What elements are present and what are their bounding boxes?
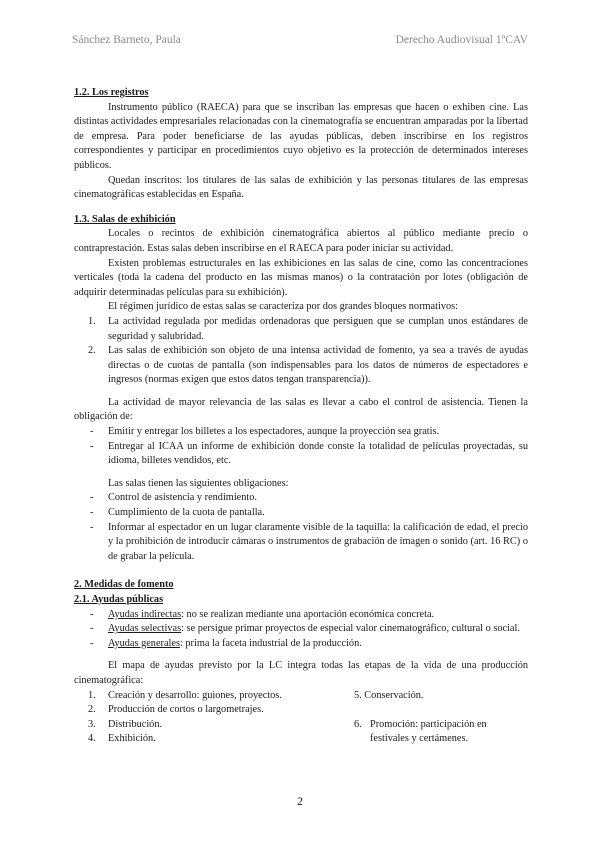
paragraph: Las salas tienen las siguientes obligaciones: <box>108 477 289 489</box>
normative-blocks-list <box>74 315 528 388</box>
aid-description: : prima la faceta industrial de la producción. <box>179 637 362 649</box>
list-item <box>74 315 528 344</box>
list-item-text: Promoción: participación en festivales y certámenes. <box>370 718 487 745</box>
list-number: 2. <box>88 704 96 716</box>
list-number: 3. <box>88 718 96 730</box>
section-heading-fomento: 2. Medidas de fomento <box>74 579 174 591</box>
aid-term: Ayudas generales <box>108 637 180 649</box>
paragraph: Quedan inscritos: los titulares de las salas de exhibición y las personas titulares de las empresas cinematográficas establecidas en España. <box>74 174 528 201</box>
section-heading-registros: 1.2. Los registros <box>74 87 149 98</box>
list-number: 4. <box>88 733 96 745</box>
header-author: Sánchez Barneto, Paula <box>72 34 181 46</box>
list-item-text: Producción de cortos o largometrajes. <box>108 704 264 716</box>
list-item: - Cumplimiento de la cuota de pantalla. <box>90 507 265 519</box>
paragraph: Locales o recintos de exhibición cinematográfica abiertos al público mediante precio o contraprestación. Estas salas deben inscribirse en el RAECA para poder iniciar su actividad. <box>74 228 528 254</box>
obligations-list <box>74 425 528 469</box>
list-item-text: Entregar al ICAA un informe de exhibición donde conste la totalidad de películas proyectadas, su idioma, billetes vendidos, etc. <box>108 440 528 467</box>
aids-list <box>74 608 528 652</box>
list-item-text: Exhibición. <box>108 733 156 745</box>
list-number: 1. <box>88 315 96 327</box>
list-item <box>74 344 528 388</box>
paragraph: La actividad de mayor relevancia de las salas es llevar a cabo el control de asistencia. Tienen la obligación de: <box>74 396 528 423</box>
paragraph: Existen problemas estructurales en las exhibiciones en las salas de cine, como las concentraciones verticales (toda la cadena del producto en las mismas manos) o la contratación por lotes (obligación de adquirir determinadas películas para su exhibición). <box>74 257 528 298</box>
list-item-text: Las salas de exhibición son objeto de una intensa actividad de fomento, ya sea a través de ayudas directas o de cuotas de pantalla (son indispensables para los datos de números de espectadores e ingresos (normas exigen que estos datos tengan transparencia)). <box>108 345 528 386</box>
list-item-text: Distribución. <box>108 718 163 730</box>
section-heading-salas: 1.3. Salas de exhibición <box>74 213 176 225</box>
list-item: - Control de asistencia y rendimiento. <box>90 492 257 504</box>
list-item-text: Control de asistencia y rendimiento. <box>108 492 257 504</box>
list-item <box>74 689 354 704</box>
paragraph: Instrumento público (RAECA) para que se inscriban las empresas que hacen o exhiben cine. Las distintas actividades empresariales relacionadas con la cinematografía se encuentran amparadas por la libertad de empresa. Para poder beneficiarse de las ayudas públicas, deben inscribirse en los registros correspondientes y participar en procedimientos cuyo objetivo es la protección de determinados intereses públicos. <box>74 101 529 171</box>
stages-right-column <box>354 689 528 747</box>
stages-left-column <box>74 689 354 747</box>
list-number: 1. <box>88 689 96 701</box>
list-item: - Emitir y entregar los billetes a los espectadores, aunque la proyección sea gratis. <box>90 426 440 438</box>
list-number: 6. <box>354 718 362 730</box>
list-item: - Ayudas generales: prima la faceta industrial de la producción. <box>90 637 362 649</box>
aid-term: Ayudas selectivas <box>108 623 182 635</box>
list-item-text: Cumplimiento de la cuota de pantalla. <box>108 507 265 519</box>
list-item-text: La actividad regulada por medidas ordenadoras que persiguen que se cumplan unos estándares de seguridad y salubridad. <box>108 315 528 342</box>
room-obligations-list <box>74 491 528 564</box>
header-course: Derecho Audiovisual 1ºCAV <box>395 34 528 46</box>
page-number: 2 <box>297 796 303 808</box>
list-item <box>74 718 354 733</box>
subsection-heading-ayudas: 2.1. Ayudas públicas <box>74 594 164 605</box>
paragraph: El mapa de ayudas previsto por la LC integra todas las etapas de la vida de una producción cinematográfica: <box>74 660 528 686</box>
list-item-text: Informar al espectador en un lugar claramente visible de la taquilla: la calificación de edad, el precio y la prohibición de introducir cámaras o instrumentos de grabación de imagen o sonido (art. 16 RC) o de grabar la película. <box>108 521 528 562</box>
list-item <box>354 718 528 747</box>
list-item: - Ayudas selectivas: se persigue primar proyectos de especial valor cinematográfico, cultural o social. <box>90 623 520 635</box>
document-body <box>74 86 528 747</box>
page-header <box>72 34 528 50</box>
aid-description: : se persigue primar proyectos de especial valor cinematográfico, cultural o social. <box>181 623 520 635</box>
list-item-text: Creación y desarrollo: guiones, proyectos. <box>108 689 282 701</box>
list-item <box>74 732 354 747</box>
list-item: - Ayudas indirectas: no se realizan mediante una aportación económica concreta. <box>90 608 435 620</box>
list-number: 2. <box>88 345 96 357</box>
aid-description: : no se realizan mediante una aportación económica concreta. <box>181 608 435 620</box>
stages-columns <box>74 689 528 747</box>
spacer <box>354 703 528 718</box>
paragraph: El régimen jurídico de estas salas se caracteriza por dos grandes bloques normativos: <box>108 301 458 313</box>
list-item-text: Emitir y entregar los billetes a los espectadores, aunque la proyección sea gratis. <box>108 426 440 438</box>
list-item <box>74 703 354 718</box>
list-item: 5. Conservación. <box>354 689 424 701</box>
aid-term: Ayudas indirectas <box>108 608 182 620</box>
list-item: - Informar al espectador en un lugar claramente visible de la taquilla: la calificación de edad, el precio y la prohibición de introducir cámaras o instrumentos de grabación de imagen o sonido (art. 16 RC) o de grabar la película. <box>90 521 528 562</box>
list-item: - Entregar al ICAA un informe de exhibición donde conste la totalidad de películas proyectadas, su idioma, billetes vendidos, etc. <box>90 440 528 467</box>
